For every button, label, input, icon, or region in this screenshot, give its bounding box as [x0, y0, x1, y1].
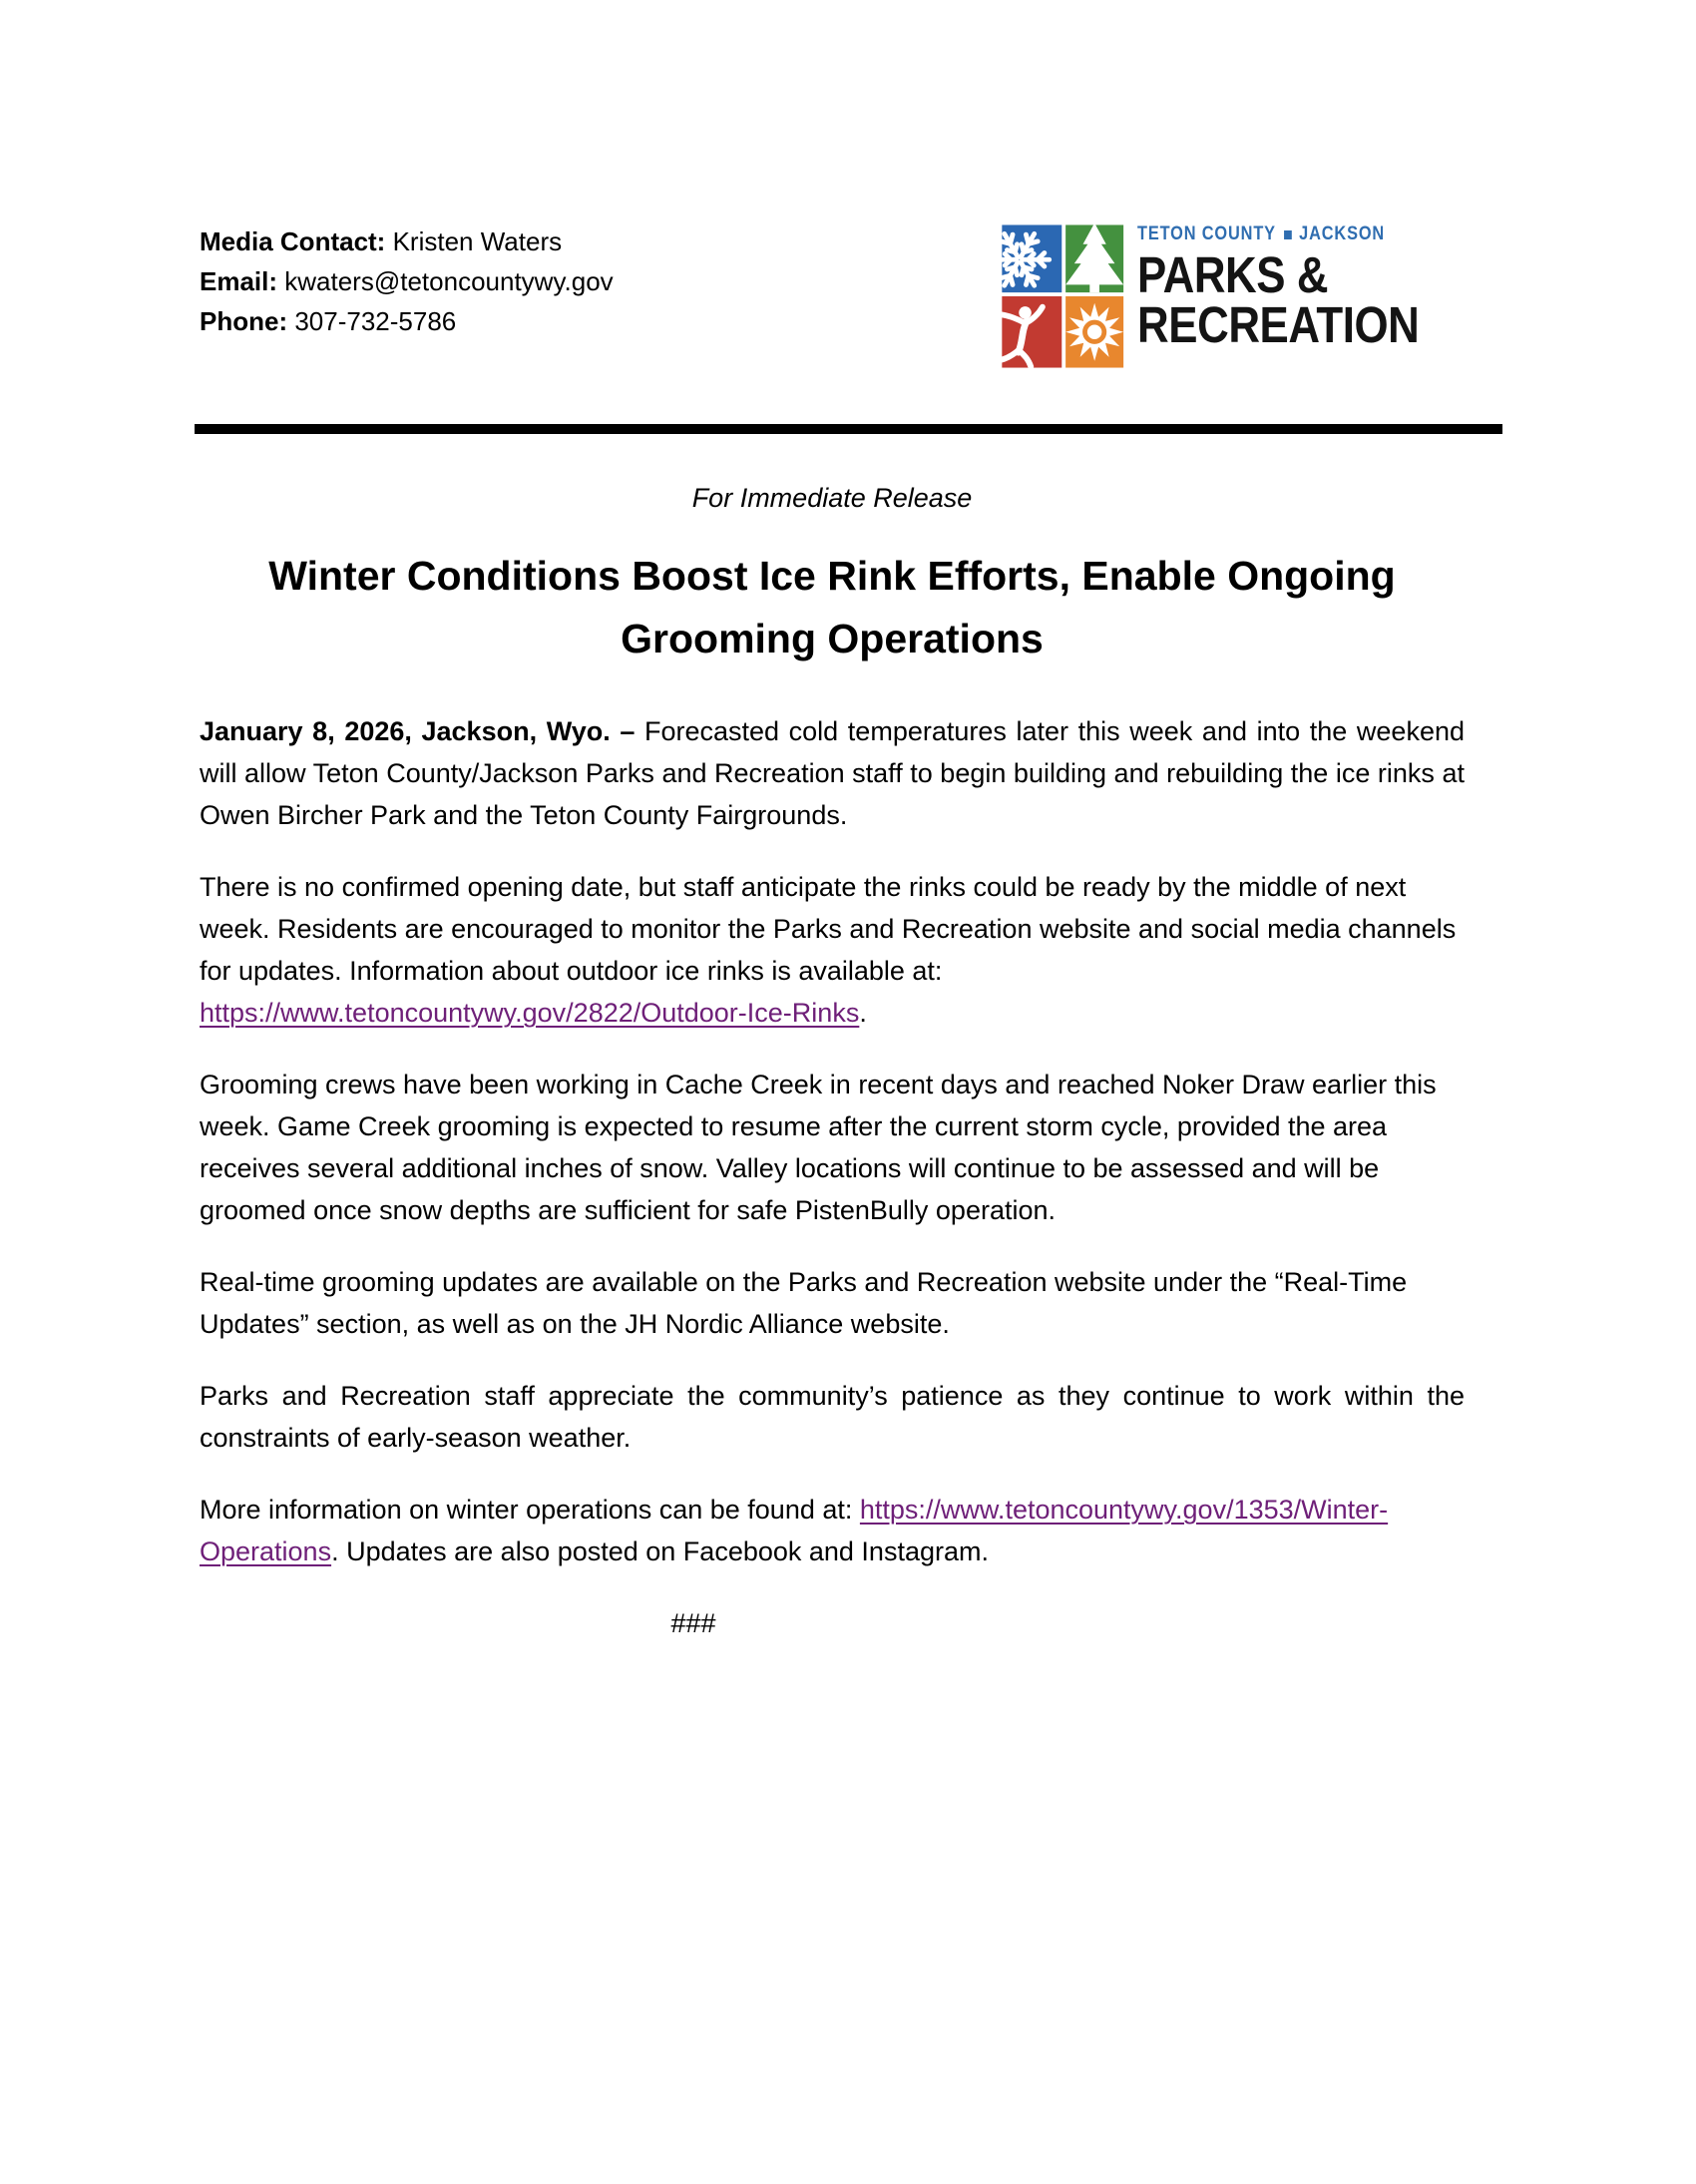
tagline-square-icon	[1283, 230, 1291, 239]
phone-value: 307-732-5786	[294, 306, 457, 336]
phone-line	[200, 301, 614, 341]
header	[200, 221, 1465, 371]
outdoor-ice-rinks-link[interactable]: https://www.tetoncountywy.gov/2822/Outdoor-Ice-Rinks	[200, 998, 860, 1028]
logo-tagline-jackson: JACKSON	[1298, 223, 1385, 244]
parks-rec-logo-mark-icon	[983, 221, 1127, 371]
paragraph-realtime-updates: Real-time grooming updates are available on the Parks and Recreation website under the “Real-Time Updates” section, as well as on the JH Nordic Alliance website.	[200, 1267, 1408, 1339]
logo-wordmark	[1136, 221, 1420, 353]
paragraph-dateline	[200, 710, 1465, 836]
media-contact-label: Media Contact:	[200, 226, 386, 256]
media-contact-block	[200, 221, 614, 341]
logo-tagline-teton-county: TETON COUNTY	[1136, 223, 1276, 244]
paragraph-more-info	[200, 1489, 1465, 1572]
paragraph-grooming: Grooming crews have been working in Cache Creek in recent days and reached Noker Draw earlier this week. Game Creek grooming is expected to resume after the current storm cycle, provided the area receives several additional inches of snow. Valley locations will continue to be assessed and will be groomed once snow depths are sufficient for safe PistenBully operation.	[200, 1070, 1437, 1225]
body-text	[200, 710, 1465, 1674]
paragraph-ice-rinks	[200, 866, 1465, 1034]
logo-parks-line: PARKS &	[1136, 246, 1328, 303]
media-contact-line	[200, 221, 614, 261]
media-contact-value: Kristen Waters	[392, 226, 563, 256]
phone-label: Phone:	[200, 306, 288, 336]
headline-line-2: Grooming Operations	[621, 616, 1044, 661]
email-label: Email:	[200, 266, 278, 296]
parks-rec-logo	[983, 221, 1465, 371]
paragraph-2-text: There is no confirmed opening date, but staff anticipate the rinks could be ready by the middle of next week. Residents are encouraged to monitor the Parks and Recreation website and social media channels for updates. Information about outdoor ice rinks is available at:	[200, 872, 1457, 986]
release-line: For Immediate Release	[691, 483, 973, 513]
dateline: January 8, 2026, Jackson, Wyo. –	[200, 716, 636, 746]
headline-line-1: Winter Conditions Boost Ice Rink Efforts, Enable Ongoing	[268, 553, 1396, 599]
paragraph-1-text: Forecasted cold temperatures later this week and into the weekend will allow Teton County/Jackson Parks and Recreation staff to begin building and rebuilding the ice rinks at Owen Bircher Park and the Teton County Fairgrounds.	[200, 716, 1465, 830]
email-line	[200, 261, 614, 301]
logo-tagline	[1137, 223, 1419, 245]
winter-operations-link[interactable]: https://www.tetoncountywy.gov/1353/Winter-Operations	[200, 1495, 1389, 1566]
headline	[200, 545, 1465, 670]
end-mark: ###	[670, 1608, 716, 1638]
divider-rule	[195, 424, 1502, 434]
paragraph-6-text: More information on winter operations can be found at:	[200, 1495, 860, 1525]
paragraph-2-after: .	[859, 998, 867, 1028]
paragraph-6-after: . Updates are also posted on Facebook and Instagram.	[331, 1536, 989, 1566]
email-value: kwaters@tetoncountywy.gov	[284, 266, 614, 296]
paragraph-patience: Parks and Recreation staff appreciate the community’s patience as they continue to work within the constraints of early-season weather.	[200, 1381, 1465, 1453]
logo-recreation-line: RECREATION	[1136, 296, 1420, 353]
